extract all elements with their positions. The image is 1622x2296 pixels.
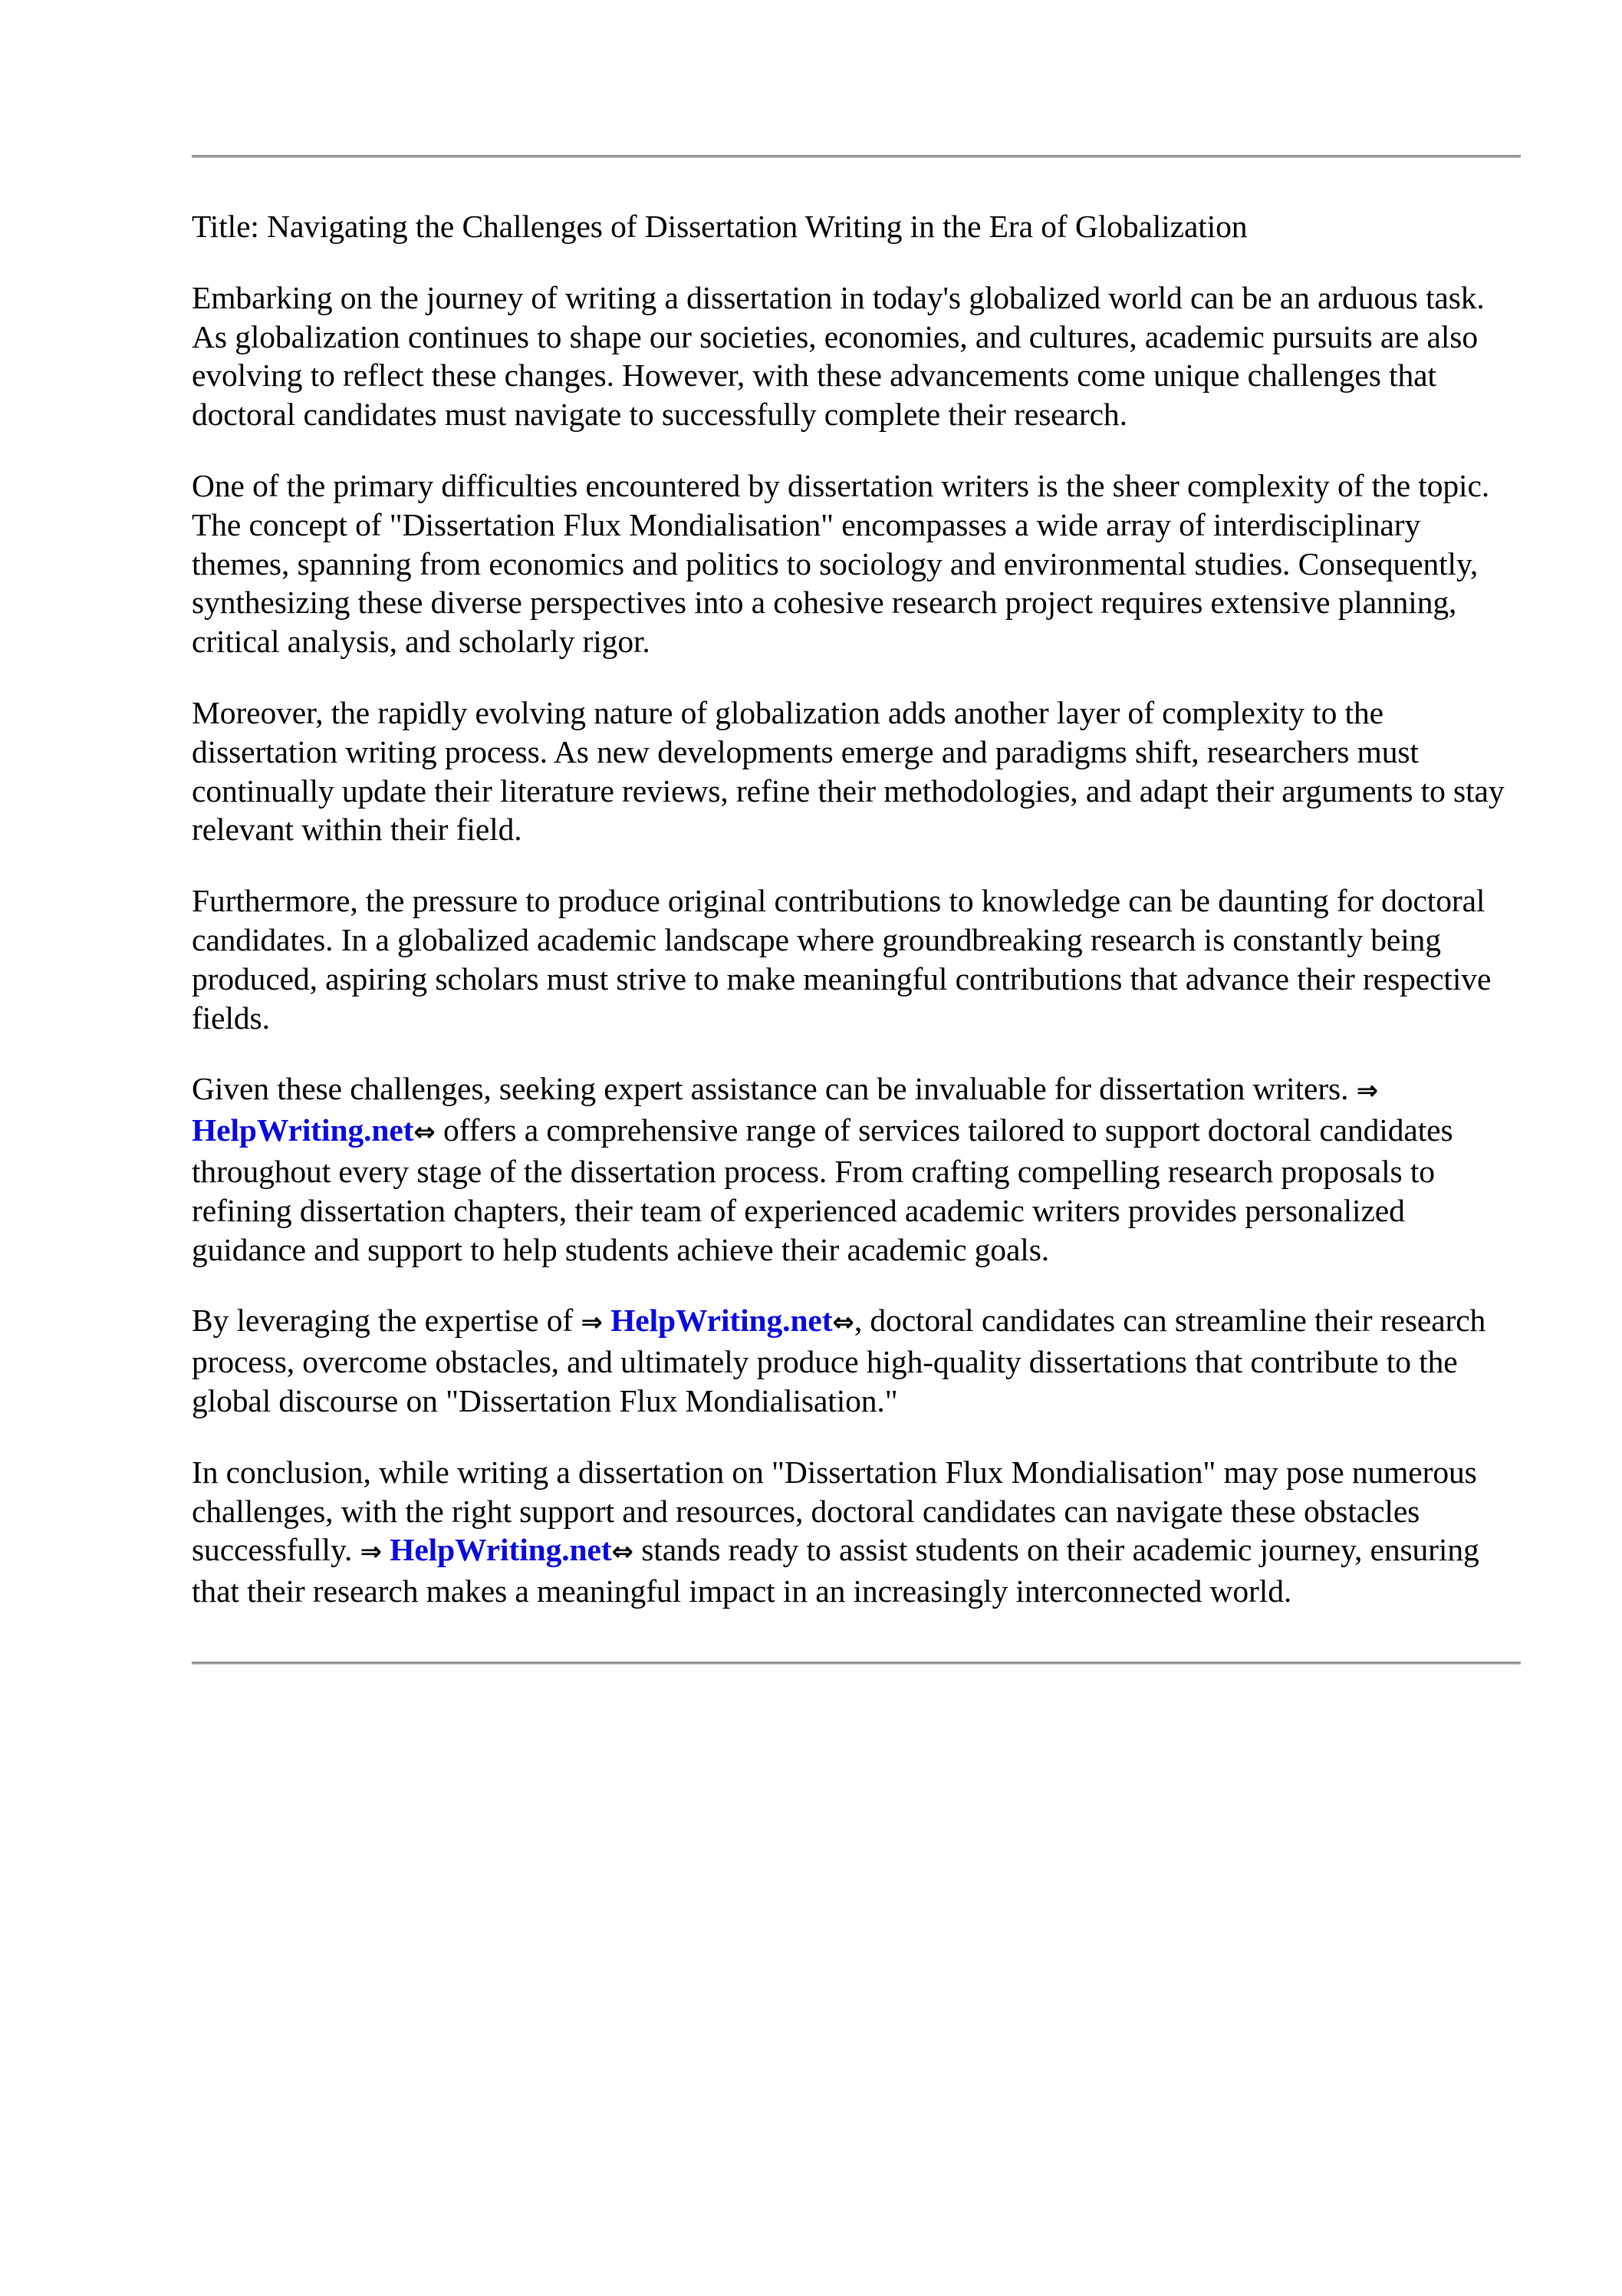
paragraph-leveraging-expertise	[192, 1301, 1521, 1420]
helpwriting-link[interactable]: HelpWriting.net	[610, 1303, 833, 1339]
document-title: Title: Navigating the Challenges of Dissertation Writing in the Era of Globalization	[192, 209, 1248, 244]
paragraph-conclusion	[192, 1453, 1521, 1611]
double-arrow-both-icon: ⇔	[832, 1307, 854, 1339]
paragraph-text: stands ready to assist students on their academic journey, ensuring that their research makes a meaningful impact in an increasingly interconnected world.	[192, 1532, 1479, 1609]
document-page	[192, 155, 1521, 1665]
double-arrow-both-icon: ⇔	[413, 1117, 436, 1148]
paragraph-originality-pressure: Furthermore, the pressure to produce original contributions to knowledge can be daunting for doctoral candidates. In a globalized academic landscape where groundbreaking research is constantly being produced, aspiring scholars must strive to make meaningful contributions that advance their respective fields.	[192, 883, 1492, 1036]
double-arrow-right-icon: ⇒	[360, 1537, 382, 1568]
bottom-horizontal-rule	[192, 1662, 1521, 1665]
paragraph-text: , doctoral candidates can streamline their research process, overcome obstacles, and ultimately produce high-quality dissertations that contribute to the global discourse on "Dissertation Flux Mondialisation."	[192, 1303, 1486, 1418]
helpwriting-link[interactable]: HelpWriting.net	[192, 1112, 414, 1148]
helpwriting-link[interactable]: HelpWriting.net	[390, 1532, 612, 1568]
paragraph-text: By leveraging the expertise of	[192, 1303, 581, 1339]
double-arrow-both-icon: ⇔	[611, 1537, 633, 1568]
paragraph-text: Given these challenges, seeking expert assistance can be invaluable for dissertation writers.	[192, 1071, 1357, 1107]
paragraph-complexity: One of the primary difficulties encountered by dissertation writers is the sheer complexity of the topic. The concept of "Dissertation Flux Mondialisation" encompasses a wide array of interdisciplinary themes, spanning from economics and politics to sociology and environmental studies. Consequently, synthesizing these diverse perspectives into a cohesive research project requires extensive planning, critical analysis, and scholarly rigor.	[192, 467, 1490, 660]
paragraph-text: offers a comprehensive range of services tailored to support doctoral candidates throughout every stage of the dissertation process. From crafting compelling research proposals to refining dissertation chapters, their team of experienced academic writers provides personalized guidance and support to help students achieve their academic goals.	[192, 1112, 1453, 1267]
double-arrow-right-icon: ⇒	[581, 1307, 603, 1339]
document-body	[192, 158, 1521, 1662]
paragraph-expert-assistance	[192, 1069, 1521, 1269]
paragraph-evolving-nature: Moreover, the rapidly evolving nature of globalization adds another layer of complexity to the dissertation writing process. As new developments emerge and paradigms shift, researchers must continually update their literature reviews, refine their methodologies, and adapt their arguments to stay relevant within their field.	[192, 694, 1505, 848]
paragraph-intro: Embarking on the journey of writing a dissertation in today's globalized world can be an arduous task. As globalization continues to shape our societies, economies, and cultures, academic pursuits are also evolving to reflect these changes. However, with these advancements come unique challenges that doctoral candidates must navigate to successfully complete their research.	[192, 279, 1485, 433]
double-arrow-right-icon: ⇒	[1356, 1076, 1379, 1107]
paragraph-text: In conclusion, while writing a dissertation on "Dissertation Flux Mondialisation" may pose numerous challenges, with the right support and resources, doctoral candidates can navigate these obstacles successfully.	[192, 1454, 1477, 1568]
